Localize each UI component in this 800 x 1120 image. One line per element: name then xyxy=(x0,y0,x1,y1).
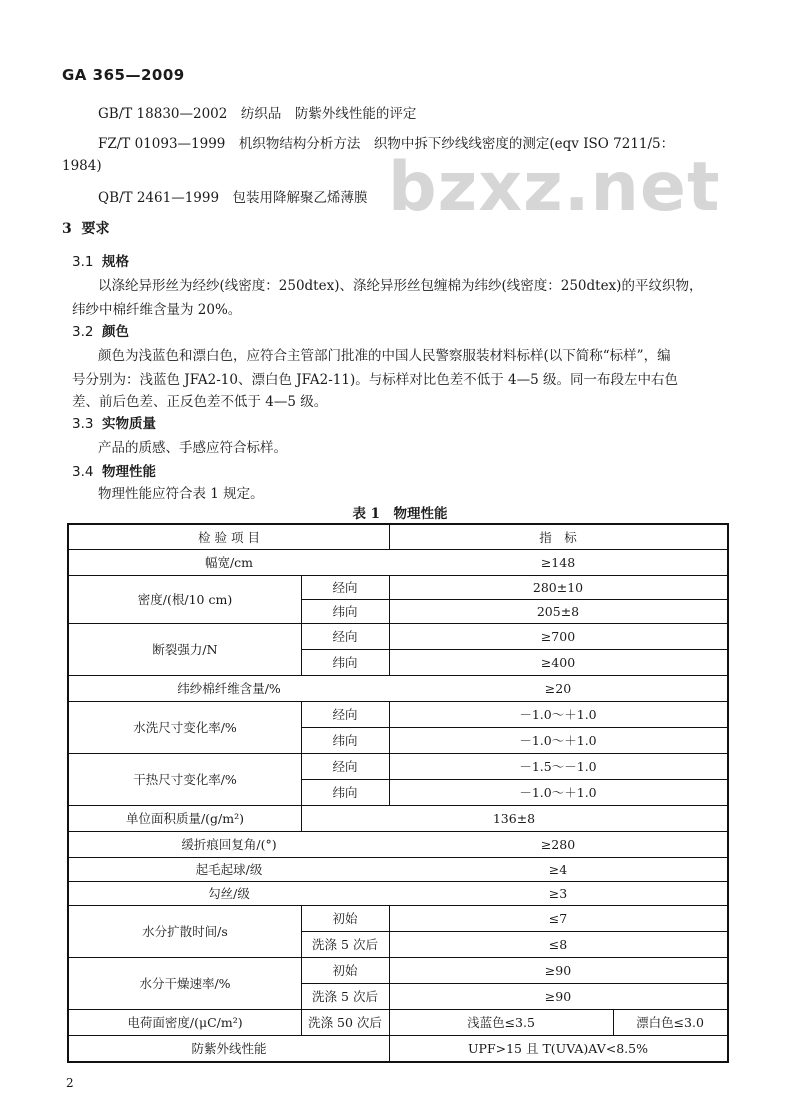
value-snagging: ≥3 xyxy=(548,885,568,901)
value-mass: 136±8 xyxy=(492,810,536,826)
value-dry-weft: －1.0～＋1.0 xyxy=(519,785,597,800)
value-drying-initial: ≥90 xyxy=(544,962,572,978)
item-uv-protection: 防紫外线性能 xyxy=(191,1041,267,1056)
value-wash-weft: －1.0～＋1.0 xyxy=(519,733,597,748)
reference-fzt01093-cont: 1984) xyxy=(62,158,102,174)
color-line-2: 号分别为：浅蓝色 JFA2-10、漂白色 JFA2-11)。与标样对比色差不低于 4—5 级。同一布段左中右色 xyxy=(72,372,678,388)
section-number: 3.2 xyxy=(72,324,94,340)
physical-properties-table xyxy=(67,523,729,1063)
section-3-heading xyxy=(62,218,110,238)
section-title: 规格 xyxy=(102,254,129,270)
value-uv-protection: UPF>15 且 T(UVA)AV<8.5% xyxy=(468,1041,648,1056)
condition-initial: 初始 xyxy=(332,963,358,978)
item-wash-change: 水洗尺寸变化率/% xyxy=(133,720,237,735)
section-3-4-heading xyxy=(72,460,156,480)
condition-after-50-washes: 洗涤 50 次后 xyxy=(308,1015,382,1030)
direction-warp: 经向 xyxy=(332,707,358,722)
condition-initial: 初始 xyxy=(332,911,358,926)
section-title: 颜色 xyxy=(102,324,129,340)
reference-gbt18830: GB/T 18830—2002 纺织品 防紫外线性能的评定 xyxy=(98,106,417,122)
direction-weft: 纬向 xyxy=(332,604,358,619)
direction-warp: 经向 xyxy=(332,759,358,774)
standard-code-header: GA 365—2009 xyxy=(62,66,185,84)
quality-line: 产品的质感、手感应符合标样。 xyxy=(98,440,287,456)
direction-warp: 经向 xyxy=(332,580,358,595)
section-number: 3.4 xyxy=(72,464,94,480)
item-charge-density: 电荷面密度/(μC/m²) xyxy=(127,1015,243,1030)
item-crease-recovery: 缓折痕回复角/(°) xyxy=(181,837,277,852)
table-caption: 表 1 物理性能 xyxy=(352,506,448,522)
direction-weft: 纬向 xyxy=(332,655,358,670)
section-number: 3.1 xyxy=(72,254,94,270)
item-snagging: 勾丝/级 xyxy=(208,886,250,901)
value-diffusion-initial: ≤7 xyxy=(548,910,568,926)
page-number: 2 xyxy=(66,1076,74,1090)
spec-line-2: 纬纱中棉纤维含量为 20%。 xyxy=(72,302,242,318)
value-strength-warp: ≥700 xyxy=(540,628,576,644)
direction-warp: 经向 xyxy=(332,629,358,644)
value-strength-weft: ≥400 xyxy=(540,654,576,670)
section-title: 要求 xyxy=(81,221,110,237)
value-density-warp: 280±10 xyxy=(532,579,584,595)
item-width: 幅宽/cm xyxy=(204,555,254,570)
value-charge-light-blue: 浅蓝色≤3.5 xyxy=(467,1015,535,1030)
value-width: ≥148 xyxy=(540,554,576,570)
header-index: 指 标 xyxy=(539,530,577,545)
item-strength: 断裂强力/N xyxy=(152,642,218,657)
section-number: 3 xyxy=(62,221,72,237)
section-title: 实物质量 xyxy=(102,416,156,432)
reference-fzt01093: FZ/T 01093—1999 机织物结构分析方法 织物中拆下纱线线密度的测定(eqv ISO 7211/5： xyxy=(98,136,675,152)
header-item: 检 验 项 目 xyxy=(198,530,260,545)
section-title: 物理性能 xyxy=(102,464,156,480)
item-mass-per-area: 单位面积质量/(g/m²) xyxy=(125,811,245,826)
item-drying-rate: 水分干燥速率/% xyxy=(139,976,231,991)
section-number: 3.3 xyxy=(72,416,94,432)
value-wash-warp: －1.0～＋1.0 xyxy=(519,707,597,722)
section-3-1-heading xyxy=(72,250,129,270)
item-dry-heat-change: 干热尺寸变化率/% xyxy=(133,772,237,787)
item-density: 密度/(根/10 cm) xyxy=(137,592,233,607)
value-density-weft: 205±8 xyxy=(536,603,580,619)
reference-qbt2461: QB/T 2461—1999 包装用降解聚乙烯薄膜 xyxy=(98,190,368,206)
value-dry-warp: －1.5～－1.0 xyxy=(519,759,597,774)
watermark: bzxz.net xyxy=(388,148,721,227)
value-diffusion-after-wash: ≤8 xyxy=(548,936,568,952)
value-crease: ≥280 xyxy=(540,836,576,852)
item-moisture-diffusion: 水分扩散时间/s xyxy=(142,924,228,939)
direction-weft: 纬向 xyxy=(332,733,358,748)
item-cotton: 纬纱棉纤维含量/% xyxy=(177,681,281,696)
item-pilling: 起毛起球/级 xyxy=(195,862,263,877)
value-pilling: ≥4 xyxy=(548,861,568,877)
condition-after-wash: 洗涤 5 次后 xyxy=(312,989,378,1004)
value-cotton: ≥20 xyxy=(544,680,572,696)
physical-line: 物理性能应符合表 1 规定。 xyxy=(98,486,264,502)
color-line-1: 颜色为浅蓝色和漂白色，应符合主管部门批准的中国人民警察服装材料标样(以下简称“标样”，编 xyxy=(98,348,671,364)
value-drying-after-wash: ≥90 xyxy=(544,988,572,1004)
color-line-3: 差、前后色差、正反色差不低于 4—5 级。 xyxy=(72,394,328,410)
section-3-3-heading xyxy=(72,412,156,432)
section-3-2-heading xyxy=(72,320,129,340)
direction-weft: 纬向 xyxy=(332,785,358,800)
value-charge-white: 漂白色≤3.0 xyxy=(636,1015,704,1030)
spec-line-1: 以涤纶异形丝为经纱(线密度：250dtex)、涤纶异形丝包缠棉为纬纱(线密度：250dtex)的平纹织物， xyxy=(98,278,703,294)
condition-after-wash: 洗涤 5 次后 xyxy=(312,937,378,952)
